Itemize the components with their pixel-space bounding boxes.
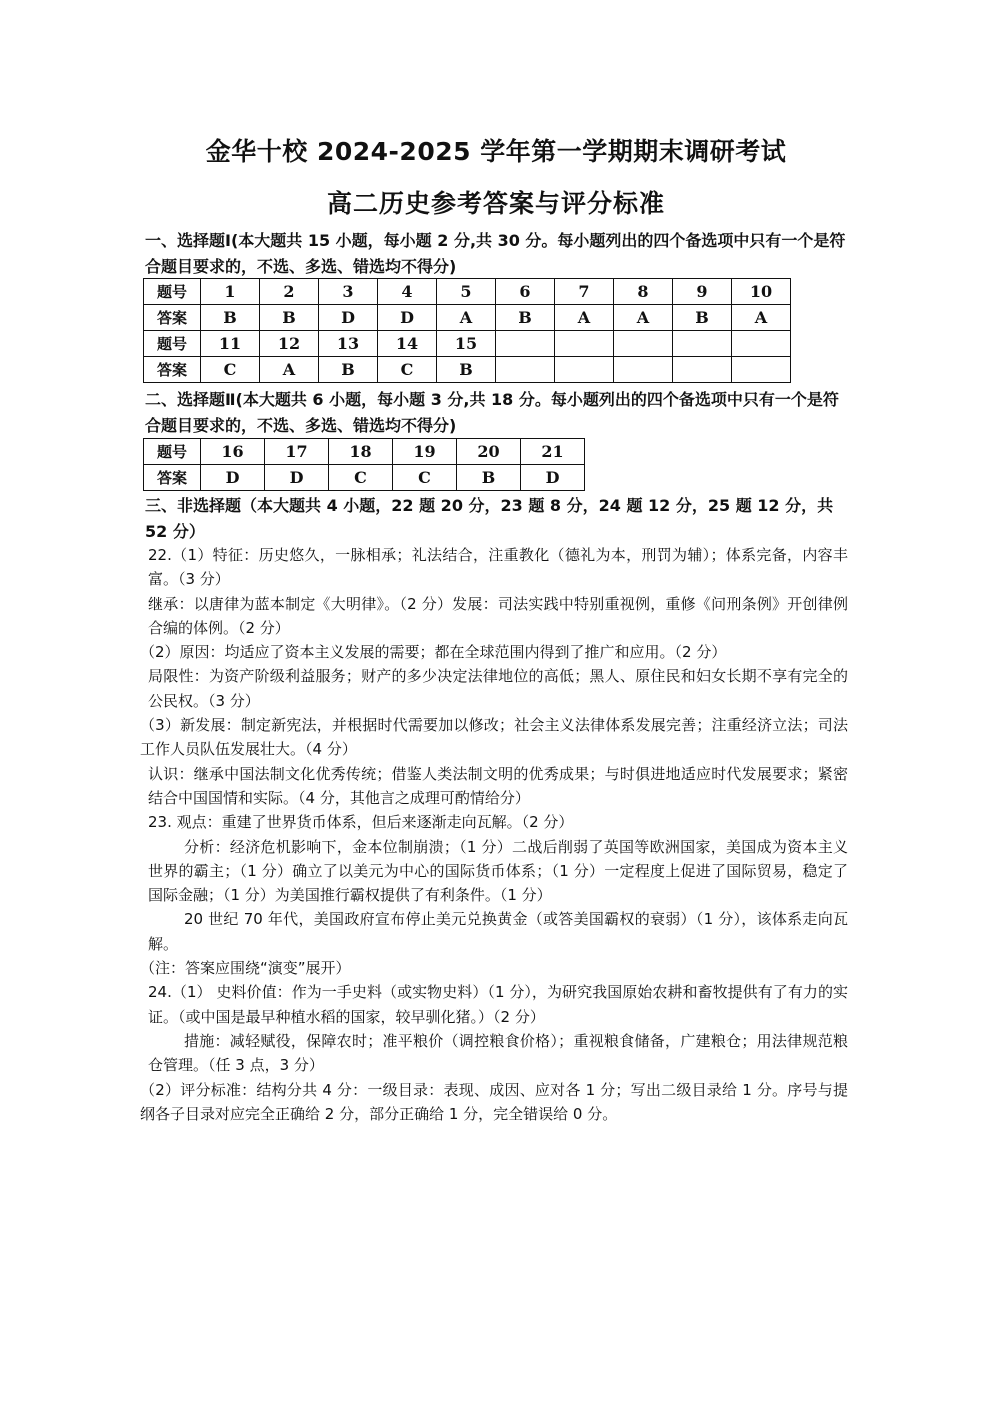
row-label: 题号 xyxy=(144,279,201,305)
answer-cell: D xyxy=(521,465,585,491)
empty-cell xyxy=(614,357,673,383)
answer-paragraph: （2）原因：均适应了资本主义发展的需要；都在全球范围内得到了推广和应用。（2 分） xyxy=(140,643,727,662)
answer-paragraph: 分析：经济危机影响下，金本位制崩溃；（1 分）二战后削弱了英国等欧洲国家，美国成为资本主义世界的霸主；（1 分）确立了以美元为中心的国际货币体系；（1 分）一定程度上促进了国际贸易，稳定了国际金融；（1 分）为美国推行霸权提供了有利条件。（1 分） xyxy=(148,837,848,905)
question-number: 12 xyxy=(260,331,319,357)
answer-cell: B xyxy=(496,305,555,331)
answer-paragraph: 措施：减轻赋役，保障农时；准平粮价（调控粮食价格）；重视粮食储备，广建粮仓；用法律规范粮仓管理。（任 3 点，3 分） xyxy=(148,1031,848,1075)
answer-cell: C xyxy=(329,465,393,491)
table-row xyxy=(144,279,791,305)
question-number: 21 xyxy=(521,439,585,465)
answer-cell: A xyxy=(260,357,319,383)
question-number: 18 xyxy=(329,439,393,465)
answer-cell: A xyxy=(614,305,673,331)
question-number: 19 xyxy=(393,439,457,465)
row-label: 题号 xyxy=(144,331,201,357)
answer-paragraph: 认识：继承中国法制文化优秀传统；借鉴人类法制文明的优秀成果；与时俱进地适应时代发展要求；紧密结合中国国情和实际。（4 分，其他言之成理可酌情给分） xyxy=(148,764,848,807)
section3-body xyxy=(140,543,848,1126)
answer-paragraph: 局限性：为资产阶级利益服务；财产的多少决定法律地位的高低；黑人、原住民和妇女长期不享有完全的公民权。（3 分） xyxy=(148,667,848,710)
question-number: 5 xyxy=(437,279,496,305)
answer-cell: A xyxy=(555,305,614,331)
answer-paragraph: 22.（1）特征：历史悠久，一脉相承；礼法结合，注重教化（德礼为本，刑罚为辅）；体系完备，内容丰富。（3 分） xyxy=(148,546,848,589)
answer-cell: B xyxy=(673,305,732,331)
table-row xyxy=(144,305,791,331)
question-number: 10 xyxy=(732,279,791,305)
question-number: 7 xyxy=(555,279,614,305)
row-label: 答案 xyxy=(144,357,201,383)
answer-cell: B xyxy=(457,465,521,491)
question-number: 11 xyxy=(201,331,260,357)
empty-cell xyxy=(673,331,732,357)
question-number: 6 xyxy=(496,279,555,305)
empty-cell xyxy=(496,357,555,383)
answer-cell: C xyxy=(201,357,260,383)
answer-cell: A xyxy=(732,305,791,331)
question-number: 3 xyxy=(319,279,378,305)
section1-heading: 一、选择题Ⅰ(本大题共 15 小题，每小题 2 分,共 30 分。每小题列出的四个备选项中只有一个是符合题目要求的，不选、多选、错选均不得分) xyxy=(145,231,846,276)
answer-cell: B xyxy=(260,305,319,331)
answer-paragraph: （3）新发展：制定新宪法，并根据时代需要加以修改；社会主义法律体系发展完善；注重经济立法；司法工作人员队伍发展壮大。（4 分） xyxy=(140,716,848,759)
empty-cell xyxy=(555,331,614,357)
question-number: 16 xyxy=(201,439,265,465)
table-row xyxy=(144,331,791,357)
answer-cell: C xyxy=(393,465,457,491)
document-subtitle: 高二历史参考答案与评分标准 xyxy=(326,189,665,218)
answer-paragraph: （2）评分标准：结构分共 4 分：一级目录：表现、成因、应对各 1 分；写出二级目录给 1 分。序号与提纲各子目录对应完全正确给 2 分，部分正确给 1 分，完全错误给 0 分。 xyxy=(140,1080,848,1123)
answer-paragraph: 20 世纪 70 年代，美国政府宣布停止美元兑换黄金（或答美国霸权的衰弱）（1 分），该体系走向瓦解。 xyxy=(148,910,848,953)
answer-cell: D xyxy=(265,465,329,491)
question-number: 17 xyxy=(265,439,329,465)
empty-cell xyxy=(496,331,555,357)
empty-cell xyxy=(732,357,791,383)
table-row xyxy=(144,465,585,491)
row-label: 答案 xyxy=(144,305,201,331)
question-number: 9 xyxy=(673,279,732,305)
document-title: 金华十校 2024-2025 学年第一学期期末调研考试 xyxy=(205,137,787,166)
table-row xyxy=(144,357,791,383)
section1-answer-table xyxy=(143,278,791,383)
question-number: 4 xyxy=(378,279,437,305)
question-number: 13 xyxy=(319,331,378,357)
answer-cell: B xyxy=(201,305,260,331)
empty-cell xyxy=(673,357,732,383)
answer-cell: A xyxy=(437,305,496,331)
answer-note: （注：答案应围绕“演变”展开） xyxy=(140,959,351,978)
section2-heading: 二、选择题Ⅱ(本大题共 6 小题，每小题 3 分,共 18 分。每小题列出的四个备选项中只有一个是符合题目要求的，不选、多选、错选均不得分) xyxy=(145,390,839,435)
empty-cell xyxy=(555,357,614,383)
question-number: 2 xyxy=(260,279,319,305)
table-row xyxy=(144,439,585,465)
row-label: 题号 xyxy=(144,439,201,465)
question-number: 20 xyxy=(457,439,521,465)
answer-paragraph: 24.（1） 史料价值：作为一手史料（或实物史料）（1 分），为研究我国原始农耕和畜牧提供有了有力的实证。（或中国是最早种植水稻的国家，较早驯化猪。）（2 分） xyxy=(148,983,848,1026)
empty-cell xyxy=(732,331,791,357)
section3-heading: 三、非选择题（本大题共 4 小题，22 题 20 分，23 题 8 分，24 题 12 分，25 题 12 分，共 52 分） xyxy=(145,496,834,541)
answer-paragraph: 继承：以唐律为蓝本制定《大明律》。（2 分）发展：司法实践中特别重视例，重修《问刑条例》开创律例合编的体例。（2 分） xyxy=(148,594,848,637)
answer-cell: B xyxy=(437,357,496,383)
answer-cell: B xyxy=(319,357,378,383)
answer-cell: D xyxy=(319,305,378,331)
question-number: 15 xyxy=(437,331,496,357)
answer-cell: D xyxy=(201,465,265,491)
question-number: 1 xyxy=(201,279,260,305)
question-number: 14 xyxy=(378,331,437,357)
answer-cell: C xyxy=(378,357,437,383)
section2-answer-table xyxy=(143,438,585,491)
empty-cell xyxy=(614,331,673,357)
answer-cell: D xyxy=(378,305,437,331)
row-label: 答案 xyxy=(144,465,201,491)
answer-paragraph: 23. 观点：重建了世界货币体系，但后来逐渐走向瓦解。（2 分） xyxy=(148,813,574,832)
question-number: 8 xyxy=(614,279,673,305)
